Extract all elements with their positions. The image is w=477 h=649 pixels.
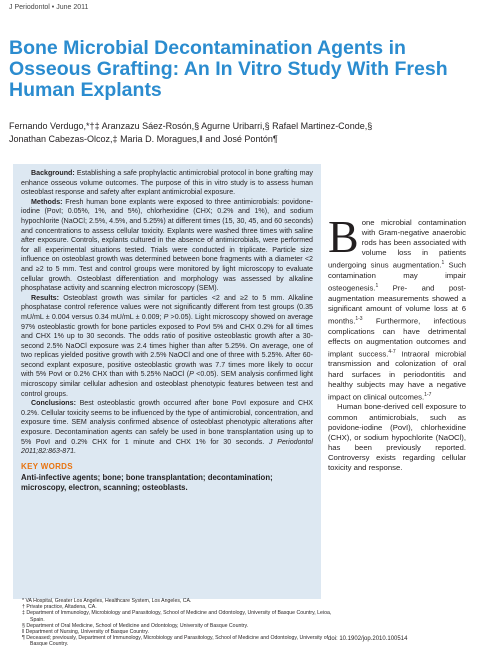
reference-mark: 1-7	[424, 391, 432, 398]
footnote: § Department of Oral Medicine, School of Medicine and Odontology, University of Basque Country.	[22, 622, 249, 629]
intro-text-b: Such contamination may impair osteogenesis.	[328, 260, 466, 293]
reference-mark: 1	[441, 260, 445, 267]
abstract-methods	[21, 198, 313, 294]
author-list	[9, 120, 471, 145]
intro-text-d: Furthermore, infectious complications can have detrimental effects on augmentation outcomes and implant success.	[328, 316, 466, 359]
p-value-symbol-2: P	[189, 370, 194, 379]
abstract-conclusions	[21, 399, 313, 457]
keywords-text: Anti-infective agents; bone; bone transplantation; decontamination; microscopy, electron, scanning; osteoblasts.	[21, 472, 273, 493]
footnote: * VA Hospital, Greater Los Angeles, Healthcare System, Los Angeles, CA.	[22, 598, 192, 604]
article-title: Bone Microbial Decontamination Agents in Osseous Grafting: An In Vitro Study With Fresh Human Explants	[9, 37, 448, 101]
intro-paragraph-2: Human bone-derived cell exposure to common antimicrobials, such as povidone-iodine (PovI), chlorhexidine (CHX), or sodium hypochlorite (NaOCl), has been previously reported. Controversy exists regarding cellular toxicity and response.	[328, 402, 466, 472]
abstract-background	[21, 169, 313, 198]
p-value-symbol: P	[163, 312, 169, 321]
conclusions-label: Conclusions:	[31, 399, 76, 408]
methods-text: Fresh human bone explants were exposed to three antimicrobials: povidone-iodine (PovI; 0.05%, 1%, and 5%), chlorhexidine (CHX; 0.2% and 1%), and sodium hypochlorite (NaOCl; 2.5%, 4.5%, and 5.25%) at different times (15, 30, 45, and 60 seconds) and concentrations to assess cellular toxicity. Explants were washed three times with saline after exposure. Controls, explants cultured in the absence of antimicrobials, were performed for all experimental situations tested. Trials were conducted in triplicate. Particle size influence on osteoblast growth was determined between bone fragments with a diameter <2 and ≥2 to 5 mm. Test and control groups were monitored by light microscopy to evaluate cellular growth. Osteoblast differentiation and morphology was assessed by alkaline phosphatase activity and scanning electron microscopy (SEM).	[21, 197, 313, 293]
affiliation-footnotes	[22, 598, 332, 648]
author-line-1: Fernando Verdugo,*†‡ Aranzazu Sáez-Rosón,§ Agurne Uribarri,§ Rafael Martinez-Conde,§	[9, 121, 373, 131]
background-label: Background:	[31, 169, 75, 177]
results-text-b: >0.05). Light microscopy showed on average 97% osteoblastic growth for bone particles exposed to PovI 5% and CHX 0.2% for all times and CHX 1% up to 30 seconds. The odds ratio of positive osteoblastic growth after a 30-second 2.5% NaOCl exposure was 2.4 times higher than after 5.25%. On average, one of two replicas yielded positive growth with 2.5% NaOCl and one of three with 5.25%. After 60-second explant exposure, positive osteoblastic growth was 7.7 times more likely to occur with 5% PovI or 0.2% CHX than with 5.25% NaOCl (	[21, 312, 313, 379]
footnote: ‡ Department of Immunology, Microbiology and Parasitology, School of Medicine and Odontology, University of Basque Country, Leioa, Spain.	[22, 610, 332, 623]
intro-text-c: Pre- and post-augmentation measurements showed a significant amount of volume loss at 6 months.	[328, 283, 466, 326]
background-text: Establishing a safe prophylactic antimicrobial protocol in bone grafting may enhance osseous volume outcomes. The purpose of this in vitro study is to assess human osteoblast response and safety after explant antimicrobial exposure.	[21, 169, 313, 197]
abstract-box	[13, 164, 321, 599]
footnote: ¶ Deceased; previously, Department of Immunology, Microbiology and Parasitology, School of Medicine and Odontology, University of Basque Country.	[22, 635, 329, 648]
conclusions-text: Best osteoblastic growth occurred after bone PovI exposure and CHX 0.2%. Cellular toxicity seems to be influenced by the type of antimicrobial, concentration, and exposure time. SEM analysis confirmed absence of osteoblast phenotypic alterations after exposure. Decontamination agents can safely be used in bone transplantation using up to 5% PovI and 0.2% CHX for 1 minute and CHX 1% for 30 seconds.	[21, 399, 313, 446]
keywords-heading: KEY WORDS	[21, 461, 73, 471]
journal-citation: J Periodontol 2011;82:863-871.	[21, 437, 313, 456]
doi-link[interactable]: doi: 10.1902/jop.2010.100514	[328, 636, 408, 642]
footnote: † Private practice, Altadena, CA.	[22, 604, 97, 611]
intro-text-e: Intraoral microbial transmission and colonization of oral hard surfaces in periodontitis and healthy subjects may have a negative impact on clinical outcomes.	[328, 349, 467, 402]
results-text-a: Osteoblast growth was similar for particles <2 and ≥2 to 5 mm. Alkaline phosphatase control reference values were not significantly different from test groups (0.35 mU/mL ± 0.004 versus 0.34 mU/mL ± 0.009;	[21, 293, 313, 321]
introduction-column	[328, 211, 467, 473]
drop-cap: B	[328, 211, 359, 262]
reference-mark: 4-7	[388, 348, 396, 355]
abstract-results	[21, 294, 313, 400]
results-text-c: <0.05). SEM analysis confirmed light microscopy similar cellular adhesion and osteoblast phenotypic features between test and control groups.	[21, 370, 313, 398]
intro-text-a: one microbial contamination with Gram-negative anaerobic rods has been associated with volume loss in patients undergoing sinus augmentation.	[328, 218, 466, 270]
reference-mark: 1	[375, 283, 379, 290]
reference-mark: 1-3	[355, 315, 363, 322]
methods-label: Methods:	[31, 197, 63, 206]
intro-paragraph-1	[328, 211, 467, 402]
results-label: Results:	[31, 293, 59, 302]
author-line-2: Jonathan Cabezas-Olcoz,‡ Maria D. Moragues,‖ and José Pontón¶	[9, 133, 278, 144]
running-head: J Periodontol • June 2011	[9, 4, 89, 11]
footnote: ‖ Department of Nursing, University of Basque Country.	[22, 629, 149, 636]
